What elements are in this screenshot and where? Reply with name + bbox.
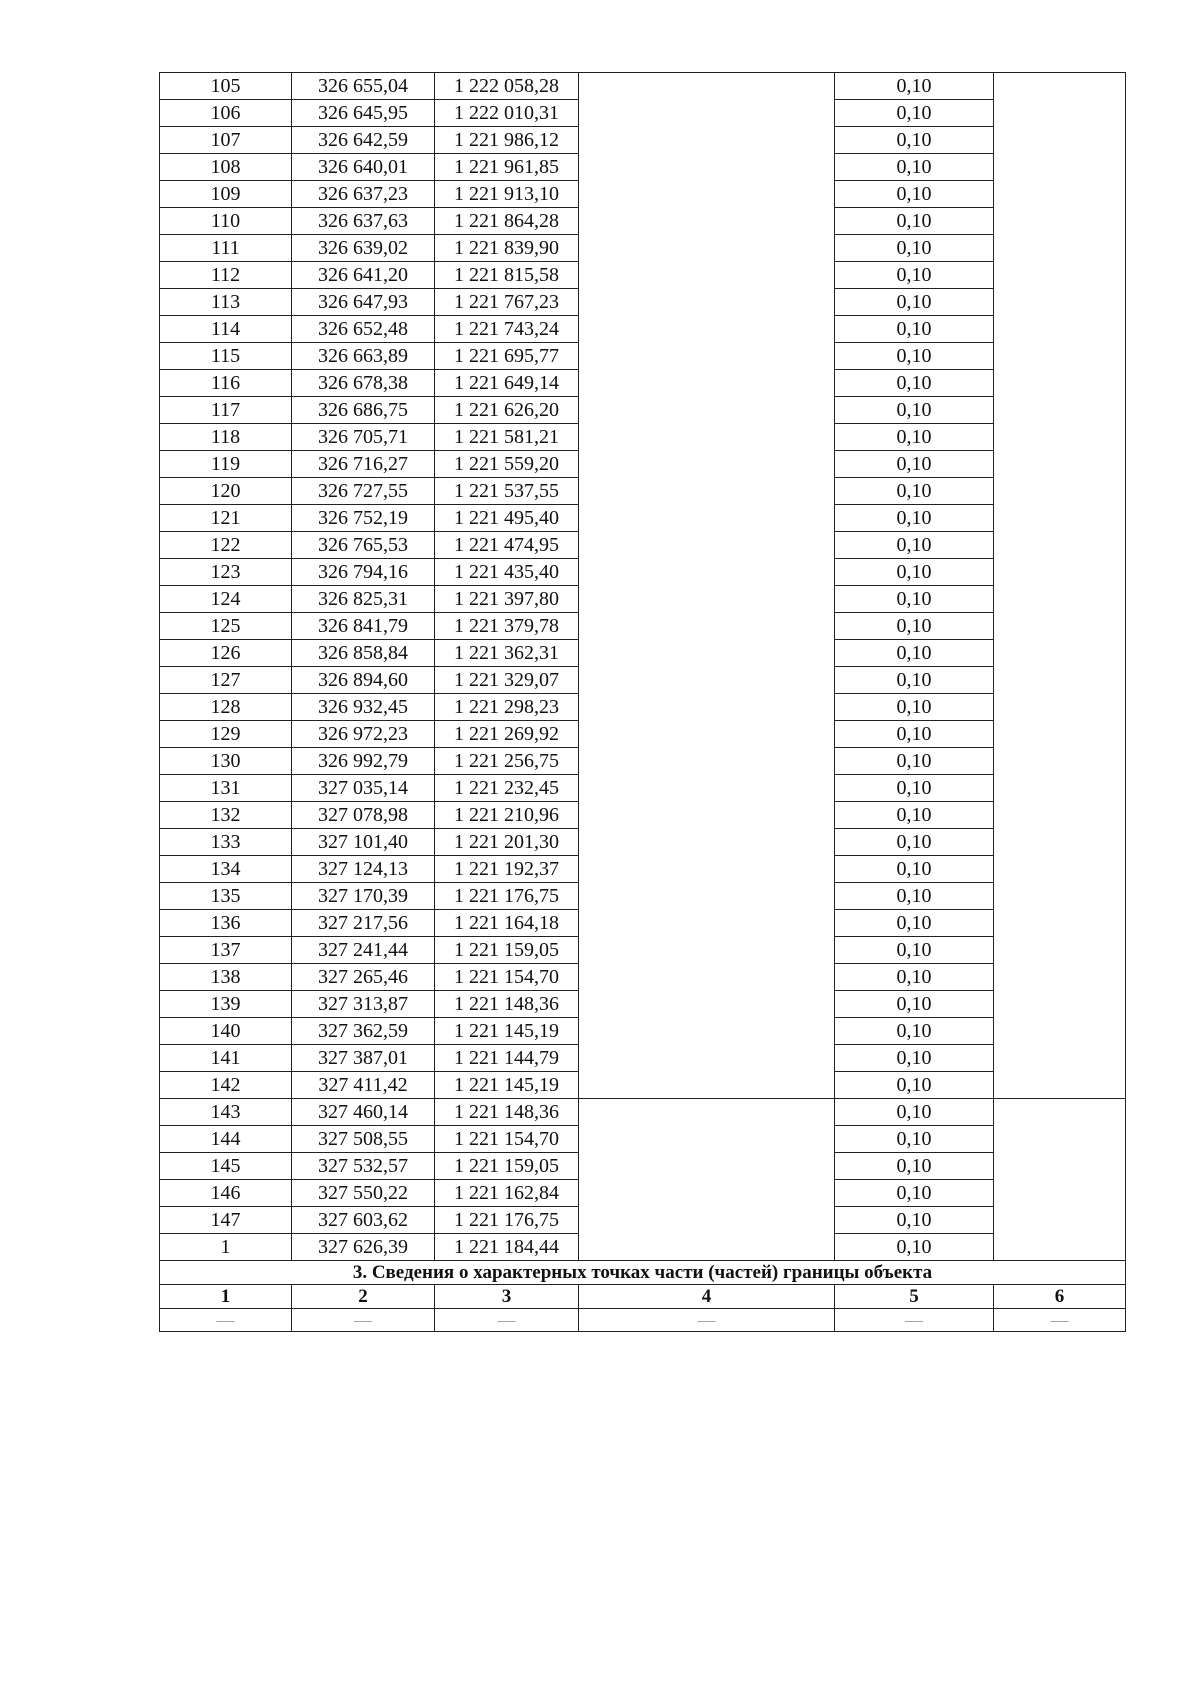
column-number: 5 bbox=[835, 1285, 994, 1309]
accuracy-cell: 0,10 bbox=[835, 802, 994, 829]
accuracy-cell: 0,10 bbox=[835, 1180, 994, 1207]
accuracy-cell: 0,10 bbox=[835, 991, 994, 1018]
accuracy-cell: 0,10 bbox=[835, 559, 994, 586]
section-3 bbox=[160, 1261, 1126, 1332]
accuracy-cell: 0,10 bbox=[835, 613, 994, 640]
accuracy-cell: 0,10 bbox=[835, 775, 994, 802]
y-coordinate-cell: 1 221 649,14 bbox=[435, 370, 579, 397]
point-number-cell: 109 bbox=[160, 181, 292, 208]
point-number-cell: 135 bbox=[160, 883, 292, 910]
column-number: 3 bbox=[435, 1285, 579, 1309]
accuracy-cell: 0,10 bbox=[835, 1045, 994, 1072]
accuracy-cell: 0,10 bbox=[835, 829, 994, 856]
accuracy-cell: 0,10 bbox=[835, 1153, 994, 1180]
coordinate-row bbox=[160, 1099, 1126, 1126]
accuracy-cell: 0,10 bbox=[835, 505, 994, 532]
x-coordinate-cell: 327 265,46 bbox=[292, 964, 435, 991]
y-coordinate-cell: 1 221 184,44 bbox=[435, 1234, 579, 1261]
y-coordinate-cell: 1 221 435,40 bbox=[435, 559, 579, 586]
y-coordinate-cell: 1 221 148,36 bbox=[435, 1099, 579, 1126]
x-coordinate-cell: 326 645,95 bbox=[292, 100, 435, 127]
y-coordinate-cell: 1 221 164,18 bbox=[435, 910, 579, 937]
y-coordinate-cell: 1 221 495,40 bbox=[435, 505, 579, 532]
y-coordinate-cell: 1 222 010,31 bbox=[435, 100, 579, 127]
point-number-cell: 139 bbox=[160, 991, 292, 1018]
point-number-cell: 136 bbox=[160, 910, 292, 937]
accuracy-cell: 0,10 bbox=[835, 370, 994, 397]
accuracy-cell: 0,10 bbox=[835, 1072, 994, 1099]
y-coordinate-cell: 1 221 695,77 bbox=[435, 343, 579, 370]
point-number-cell: 143 bbox=[160, 1099, 292, 1126]
accuracy-cell: 0,10 bbox=[835, 451, 994, 478]
y-coordinate-cell: 1 221 154,70 bbox=[435, 1126, 579, 1153]
y-coordinate-cell: 1 221 961,85 bbox=[435, 154, 579, 181]
y-coordinate-cell: 1 221 767,23 bbox=[435, 289, 579, 316]
y-coordinate-cell: 1 221 743,24 bbox=[435, 316, 579, 343]
point-number-cell: 1 bbox=[160, 1234, 292, 1261]
x-coordinate-cell: 327 387,01 bbox=[292, 1045, 435, 1072]
y-coordinate-cell: 1 221 537,55 bbox=[435, 478, 579, 505]
accuracy-cell: 0,10 bbox=[835, 424, 994, 451]
point-number-cell: 122 bbox=[160, 532, 292, 559]
point-number-cell: 129 bbox=[160, 721, 292, 748]
y-coordinate-cell: 1 221 913,10 bbox=[435, 181, 579, 208]
y-coordinate-cell: 1 221 192,37 bbox=[435, 856, 579, 883]
section-title-row bbox=[160, 1261, 1126, 1285]
accuracy-cell: 0,10 bbox=[835, 667, 994, 694]
accuracy-cell: 0,10 bbox=[835, 262, 994, 289]
x-coordinate-cell: 327 411,42 bbox=[292, 1072, 435, 1099]
accuracy-cell: 0,10 bbox=[835, 694, 994, 721]
y-coordinate-cell: 1 221 210,96 bbox=[435, 802, 579, 829]
accuracy-cell: 0,10 bbox=[835, 1126, 994, 1153]
point-number-cell: 132 bbox=[160, 802, 292, 829]
y-coordinate-cell: 1 221 397,80 bbox=[435, 586, 579, 613]
point-number-cell: 142 bbox=[160, 1072, 292, 1099]
point-number-cell: 138 bbox=[160, 964, 292, 991]
accuracy-cell: 0,10 bbox=[835, 316, 994, 343]
x-coordinate-cell: 326 705,71 bbox=[292, 424, 435, 451]
point-number-cell: 120 bbox=[160, 478, 292, 505]
point-number-cell: 147 bbox=[160, 1207, 292, 1234]
coordinates-table bbox=[159, 72, 1126, 1332]
point-number-cell: 130 bbox=[160, 748, 292, 775]
point-number-cell: 125 bbox=[160, 613, 292, 640]
x-coordinate-cell: 326 637,23 bbox=[292, 181, 435, 208]
x-coordinate-cell: 326 655,04 bbox=[292, 73, 435, 100]
y-coordinate-cell: 1 221 144,79 bbox=[435, 1045, 579, 1072]
x-coordinate-cell: 327 460,14 bbox=[292, 1099, 435, 1126]
x-coordinate-cell: 327 626,39 bbox=[292, 1234, 435, 1261]
empty-cell: — bbox=[579, 1309, 835, 1332]
point-number-cell: 123 bbox=[160, 559, 292, 586]
empty-cell: — bbox=[160, 1309, 292, 1332]
x-coordinate-cell: 326 894,60 bbox=[292, 667, 435, 694]
y-coordinate-cell: 1 221 148,36 bbox=[435, 991, 579, 1018]
accuracy-cell: 0,10 bbox=[835, 910, 994, 937]
x-coordinate-cell: 327 532,57 bbox=[292, 1153, 435, 1180]
x-coordinate-cell: 327 035,14 bbox=[292, 775, 435, 802]
x-coordinate-cell: 326 639,02 bbox=[292, 235, 435, 262]
point-number-cell: 116 bbox=[160, 370, 292, 397]
y-coordinate-cell: 1 221 839,90 bbox=[435, 235, 579, 262]
column-number: 2 bbox=[292, 1285, 435, 1309]
x-coordinate-cell: 326 752,19 bbox=[292, 505, 435, 532]
x-coordinate-cell: 326 765,53 bbox=[292, 532, 435, 559]
point-number-cell: 108 bbox=[160, 154, 292, 181]
accuracy-cell: 0,10 bbox=[835, 100, 994, 127]
x-coordinate-cell: 326 678,38 bbox=[292, 370, 435, 397]
accuracy-cell: 0,10 bbox=[835, 289, 994, 316]
accuracy-cell: 0,10 bbox=[835, 748, 994, 775]
accuracy-cell: 0,10 bbox=[835, 1099, 994, 1126]
y-coordinate-cell: 1 221 256,75 bbox=[435, 748, 579, 775]
empty-cell: — bbox=[994, 1309, 1126, 1332]
x-coordinate-cell: 326 652,48 bbox=[292, 316, 435, 343]
x-coordinate-cell: 326 794,16 bbox=[292, 559, 435, 586]
accuracy-cell: 0,10 bbox=[835, 1207, 994, 1234]
x-coordinate-cell: 327 550,22 bbox=[292, 1180, 435, 1207]
accuracy-cell: 0,10 bbox=[835, 478, 994, 505]
point-number-cell: 133 bbox=[160, 829, 292, 856]
accuracy-cell: 0,10 bbox=[835, 721, 994, 748]
y-coordinate-cell: 1 221 145,19 bbox=[435, 1072, 579, 1099]
accuracy-cell: 0,10 bbox=[835, 181, 994, 208]
x-coordinate-cell: 326 641,20 bbox=[292, 262, 435, 289]
y-coordinate-cell: 1 221 176,75 bbox=[435, 1207, 579, 1234]
x-coordinate-cell: 327 241,44 bbox=[292, 937, 435, 964]
point-number-cell: 105 bbox=[160, 73, 292, 100]
method-cell bbox=[579, 1099, 835, 1261]
accuracy-cell: 0,10 bbox=[835, 1234, 994, 1261]
point-number-cell: 107 bbox=[160, 127, 292, 154]
point-number-cell: 128 bbox=[160, 694, 292, 721]
x-coordinate-cell: 326 642,59 bbox=[292, 127, 435, 154]
accuracy-cell: 0,10 bbox=[835, 235, 994, 262]
point-number-cell: 137 bbox=[160, 937, 292, 964]
accuracy-cell: 0,10 bbox=[835, 937, 994, 964]
description-cell bbox=[994, 1099, 1126, 1261]
y-coordinate-cell: 1 222 058,28 bbox=[435, 73, 579, 100]
y-coordinate-cell: 1 221 269,92 bbox=[435, 721, 579, 748]
y-coordinate-cell: 1 221 154,70 bbox=[435, 964, 579, 991]
point-number-cell: 121 bbox=[160, 505, 292, 532]
y-coordinate-cell: 1 221 298,23 bbox=[435, 694, 579, 721]
x-coordinate-cell: 326 841,79 bbox=[292, 613, 435, 640]
empty-cell: — bbox=[292, 1309, 435, 1332]
point-number-cell: 140 bbox=[160, 1018, 292, 1045]
y-coordinate-cell: 1 221 145,19 bbox=[435, 1018, 579, 1045]
point-number-cell: 110 bbox=[160, 208, 292, 235]
x-coordinate-cell: 326 992,79 bbox=[292, 748, 435, 775]
accuracy-cell: 0,10 bbox=[835, 154, 994, 181]
y-coordinate-cell: 1 221 379,78 bbox=[435, 613, 579, 640]
accuracy-cell: 0,10 bbox=[835, 640, 994, 667]
column-number: 6 bbox=[994, 1285, 1126, 1309]
y-coordinate-cell: 1 221 176,75 bbox=[435, 883, 579, 910]
y-coordinate-cell: 1 221 159,05 bbox=[435, 1153, 579, 1180]
accuracy-cell: 0,10 bbox=[835, 208, 994, 235]
y-coordinate-cell: 1 221 329,07 bbox=[435, 667, 579, 694]
method-cell bbox=[579, 73, 835, 1099]
point-number-cell: 145 bbox=[160, 1153, 292, 1180]
accuracy-cell: 0,10 bbox=[835, 1018, 994, 1045]
point-number-cell: 127 bbox=[160, 667, 292, 694]
point-number-cell: 144 bbox=[160, 1126, 292, 1153]
x-coordinate-cell: 326 716,27 bbox=[292, 451, 435, 478]
empty-cell: — bbox=[835, 1309, 994, 1332]
point-number-cell: 114 bbox=[160, 316, 292, 343]
x-coordinate-cell: 326 727,55 bbox=[292, 478, 435, 505]
coordinate-row bbox=[160, 73, 1126, 100]
x-coordinate-cell: 326 647,93 bbox=[292, 289, 435, 316]
point-number-cell: 134 bbox=[160, 856, 292, 883]
accuracy-cell: 0,10 bbox=[835, 127, 994, 154]
x-coordinate-cell: 327 170,39 bbox=[292, 883, 435, 910]
x-coordinate-cell: 327 217,56 bbox=[292, 910, 435, 937]
x-coordinate-cell: 326 972,23 bbox=[292, 721, 435, 748]
x-coordinate-cell: 326 640,01 bbox=[292, 154, 435, 181]
x-coordinate-cell: 326 637,63 bbox=[292, 208, 435, 235]
coordinates-table-body bbox=[160, 73, 1126, 1261]
description-cell bbox=[994, 73, 1126, 1099]
point-number-cell: 117 bbox=[160, 397, 292, 424]
x-coordinate-cell: 327 078,98 bbox=[292, 802, 435, 829]
point-number-cell: 119 bbox=[160, 451, 292, 478]
y-coordinate-cell: 1 221 362,31 bbox=[435, 640, 579, 667]
point-number-cell: 131 bbox=[160, 775, 292, 802]
y-coordinate-cell: 1 221 815,58 bbox=[435, 262, 579, 289]
accuracy-cell: 0,10 bbox=[835, 856, 994, 883]
column-number: 1 bbox=[160, 1285, 292, 1309]
x-coordinate-cell: 326 686,75 bbox=[292, 397, 435, 424]
y-coordinate-cell: 1 221 232,45 bbox=[435, 775, 579, 802]
point-number-cell: 113 bbox=[160, 289, 292, 316]
accuracy-cell: 0,10 bbox=[835, 532, 994, 559]
column-number: 4 bbox=[579, 1285, 835, 1309]
point-number-cell: 118 bbox=[160, 424, 292, 451]
empty-data-row bbox=[160, 1309, 1126, 1332]
point-number-cell: 124 bbox=[160, 586, 292, 613]
x-coordinate-cell: 327 124,13 bbox=[292, 856, 435, 883]
accuracy-cell: 0,10 bbox=[835, 883, 994, 910]
point-number-cell: 115 bbox=[160, 343, 292, 370]
x-coordinate-cell: 327 362,59 bbox=[292, 1018, 435, 1045]
y-coordinate-cell: 1 221 201,30 bbox=[435, 829, 579, 856]
x-coordinate-cell: 327 313,87 bbox=[292, 991, 435, 1018]
x-coordinate-cell: 326 663,89 bbox=[292, 343, 435, 370]
section-title: 3. Сведения о характерных точках части (частей) границы объекта bbox=[160, 1261, 1126, 1285]
y-coordinate-cell: 1 221 626,20 bbox=[435, 397, 579, 424]
point-number-cell: 126 bbox=[160, 640, 292, 667]
accuracy-cell: 0,10 bbox=[835, 397, 994, 424]
x-coordinate-cell: 326 825,31 bbox=[292, 586, 435, 613]
point-number-cell: 106 bbox=[160, 100, 292, 127]
y-coordinate-cell: 1 221 162,84 bbox=[435, 1180, 579, 1207]
point-number-cell: 146 bbox=[160, 1180, 292, 1207]
accuracy-cell: 0,10 bbox=[835, 73, 994, 100]
accuracy-cell: 0,10 bbox=[835, 343, 994, 370]
x-coordinate-cell: 326 858,84 bbox=[292, 640, 435, 667]
y-coordinate-cell: 1 221 559,20 bbox=[435, 451, 579, 478]
x-coordinate-cell: 326 932,45 bbox=[292, 694, 435, 721]
accuracy-cell: 0,10 bbox=[835, 586, 994, 613]
y-coordinate-cell: 1 221 474,95 bbox=[435, 532, 579, 559]
x-coordinate-cell: 327 101,40 bbox=[292, 829, 435, 856]
y-coordinate-cell: 1 221 159,05 bbox=[435, 937, 579, 964]
y-coordinate-cell: 1 221 864,28 bbox=[435, 208, 579, 235]
y-coordinate-cell: 1 221 581,21 bbox=[435, 424, 579, 451]
point-number-cell: 141 bbox=[160, 1045, 292, 1072]
point-number-cell: 111 bbox=[160, 235, 292, 262]
x-coordinate-cell: 327 603,62 bbox=[292, 1207, 435, 1234]
accuracy-cell: 0,10 bbox=[835, 964, 994, 991]
y-coordinate-cell: 1 221 986,12 bbox=[435, 127, 579, 154]
column-number-row bbox=[160, 1285, 1126, 1309]
empty-cell: — bbox=[435, 1309, 579, 1332]
point-number-cell: 112 bbox=[160, 262, 292, 289]
x-coordinate-cell: 327 508,55 bbox=[292, 1126, 435, 1153]
